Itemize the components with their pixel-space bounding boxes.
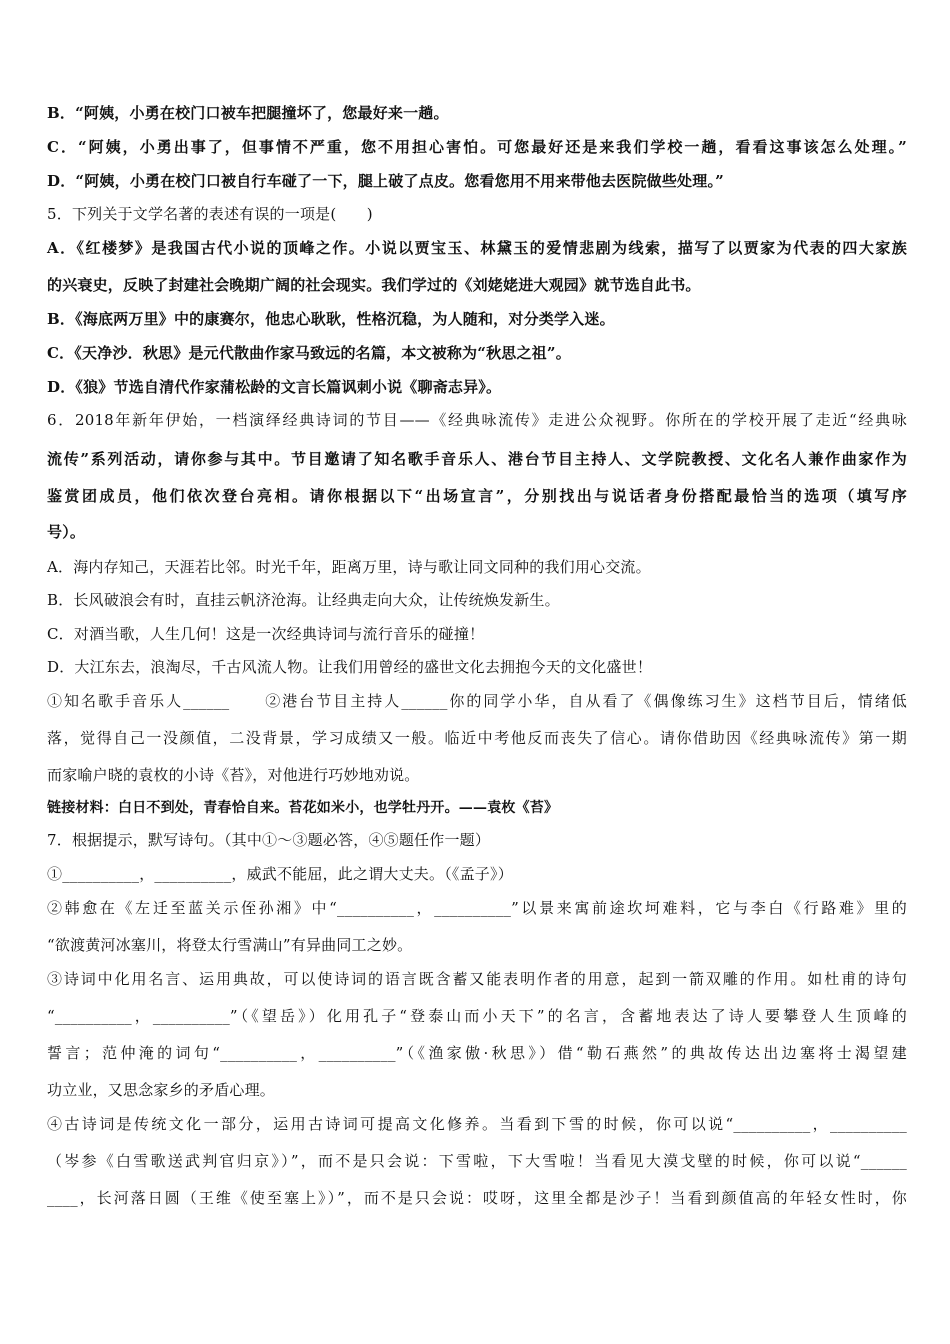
q6-option-a: A．海内存知己，天涯若比邻。时光千年，距离万里，诗与歌让同文同种的我们用心交流。 (47, 558, 651, 576)
q7-item3-line1: ③诗词中化用名言、运用典故，可以使诗词的语言既含蓄又能表明作者的用意，起到一箭双雕的作用。如杜甫的诗句 (47, 970, 907, 988)
q7-item1: ①__________，__________，威武不能屈，此之谓大丈夫。（《孟子》） (47, 865, 513, 883)
q6-persuade-line1: ①知名歌手音乐人______ ②港台节目主持人______你的同学小华，自从看了《偶像练习生》这档节目后，情绪低 (47, 692, 907, 710)
q4-option-b: B．“阿姨，小勇在校门口被车把腿撞坏了，您最好来一趟。 (47, 104, 449, 122)
q4-option-d: D．“阿姨，小勇在校门口被自行车碰了一下，腿上破了点皮。您看您用不用来带他去医院做些处理。” (47, 172, 724, 190)
q6-persuade-line3: 而家喻户晓的袁枚的小诗《苔》，对他进行巧妙地劝说。 (47, 766, 420, 784)
q7-item4-line2: （岑参《白雪歌送武判官归京》）”，而不是只会说：下雪啦，下大雪啦！当看见大漠戈壁的时候，你可以说“______ (47, 1152, 907, 1170)
q6-link-material: 链接材料：白日不到处，青春恰自来。苔花如米小，也学牡丹开。——袁枚《苔》 (47, 800, 559, 816)
q6-stem-line3: 鉴赏团成员，他们依次登台亮相。请你根据以下“出场宣言”，分别找出与说话者身份搭配最恰当的选项（填写序 (47, 487, 907, 505)
q6-option-c: C．对酒当歌，人生几何！这是一次经典诗词与流行音乐的碰撞！ (47, 625, 485, 643)
q5-option-d: D．《狼》节选自清代作家蒲松龄的文言长篇讽刺小说《聊斋志异》。 (47, 378, 502, 396)
q5-option-a-line1: A．《红楼梦》是我国古代小说的顶峰之作。小说以贾宝玉、林黛玉的爱情悲剧为线索，描写了以贾家为代表的四大家族 (47, 239, 907, 257)
q7-item4-line1: ④古诗词是传统文化一部分，运用古诗词可提高文化修养。当看到下雪的时候，你可以说“__________，__________ (47, 1115, 907, 1133)
q5-option-b: B．《海底两万里》中的康赛尔，他忠心耿耿，性格沉稳，为人随和，对分类学入迷。 (47, 310, 615, 328)
q7-stem: 7．根据提示，默写诗句。（其中①～③题必答，④⑤题任作一题） (47, 831, 491, 849)
q5-option-c: C．《天净沙．秋思》是元代散曲作家马致远的名篇，本文被称为“秋思之祖”。 (47, 344, 571, 362)
q4-option-c: C．“阿姨，小勇出事了，但事情不严重，您不用担心害怕。可您最好还是来我们学校一趟，看看这事该怎么处理。” (47, 138, 907, 156)
q6-option-d: D．大江东去，浪淘尽，千古风流人物。让我们用曾经的盛世文化去拥抱今天的文化盛世！ (47, 658, 653, 676)
q6-persuade-line2: 落，觉得自己一没颜值，二没背景，学习成绩又一般。临近中考他反而丧失了信心。请你借助因《经典咏流传》第一期 (47, 729, 907, 747)
q7-item3-line2: “__________，__________”（《望岳》）化用孔子“登泰山而小天下”的名言，含蓄地表达了诗人要攀登人生顶峰的 (47, 1007, 907, 1025)
q6-stem-line2: 流传”系列活动，请你参与其中。节目邀请了知名歌手音乐人、港台节目主持人、文学院教授、文化名人兼作曲家作为 (47, 450, 907, 468)
q7-item4-line3: ____，长河落日圆（王维《使至塞上》）”，而不是只会说：哎呀，这里全都是沙子！当看到颜值高的年轻女性时，你 (47, 1189, 907, 1207)
q7-item3-line3: 誓言；范仲淹的词句“__________，__________”（《渔家傲·秋思》）借“勒石燕然”的典故传达出边塞将士渴望建 (47, 1044, 907, 1062)
q7-item2-line2: “欲渡黄河冰塞川，将登太行雪满山”有异曲同工之妙。 (47, 936, 413, 954)
q7-item3-line4: 功立业，又思念家乡的矛盾心理。 (47, 1081, 276, 1099)
q6-option-b: B．长风破浪会有时，直挂云帆济沧海。让经典走向大众，让传统焕发新生。 (47, 591, 560, 609)
q7-item2-line1: ②韩愈在《左迁至蓝关示侄孙湘》中“__________，__________”以景来寓前途坎坷难料，它与李白《行路难》里的 (47, 899, 907, 917)
q5-stem: 5．下列关于文学名著的表述有误的一项是( ) (47, 205, 373, 223)
q5-option-a-line2: 的兴衰史，反映了封建社会晚期广阔的社会现实。我们学过的《刘姥姥进大观园》就节选自此书。 (47, 276, 701, 294)
q6-stem-line4: 号）。 (47, 523, 86, 541)
q6-stem-line1: 6．2018年新年伊始，一档演绎经典诗词的节目——《经典咏流传》走进公众视野。你所在的学校开展了走近“经典咏 (47, 411, 907, 429)
